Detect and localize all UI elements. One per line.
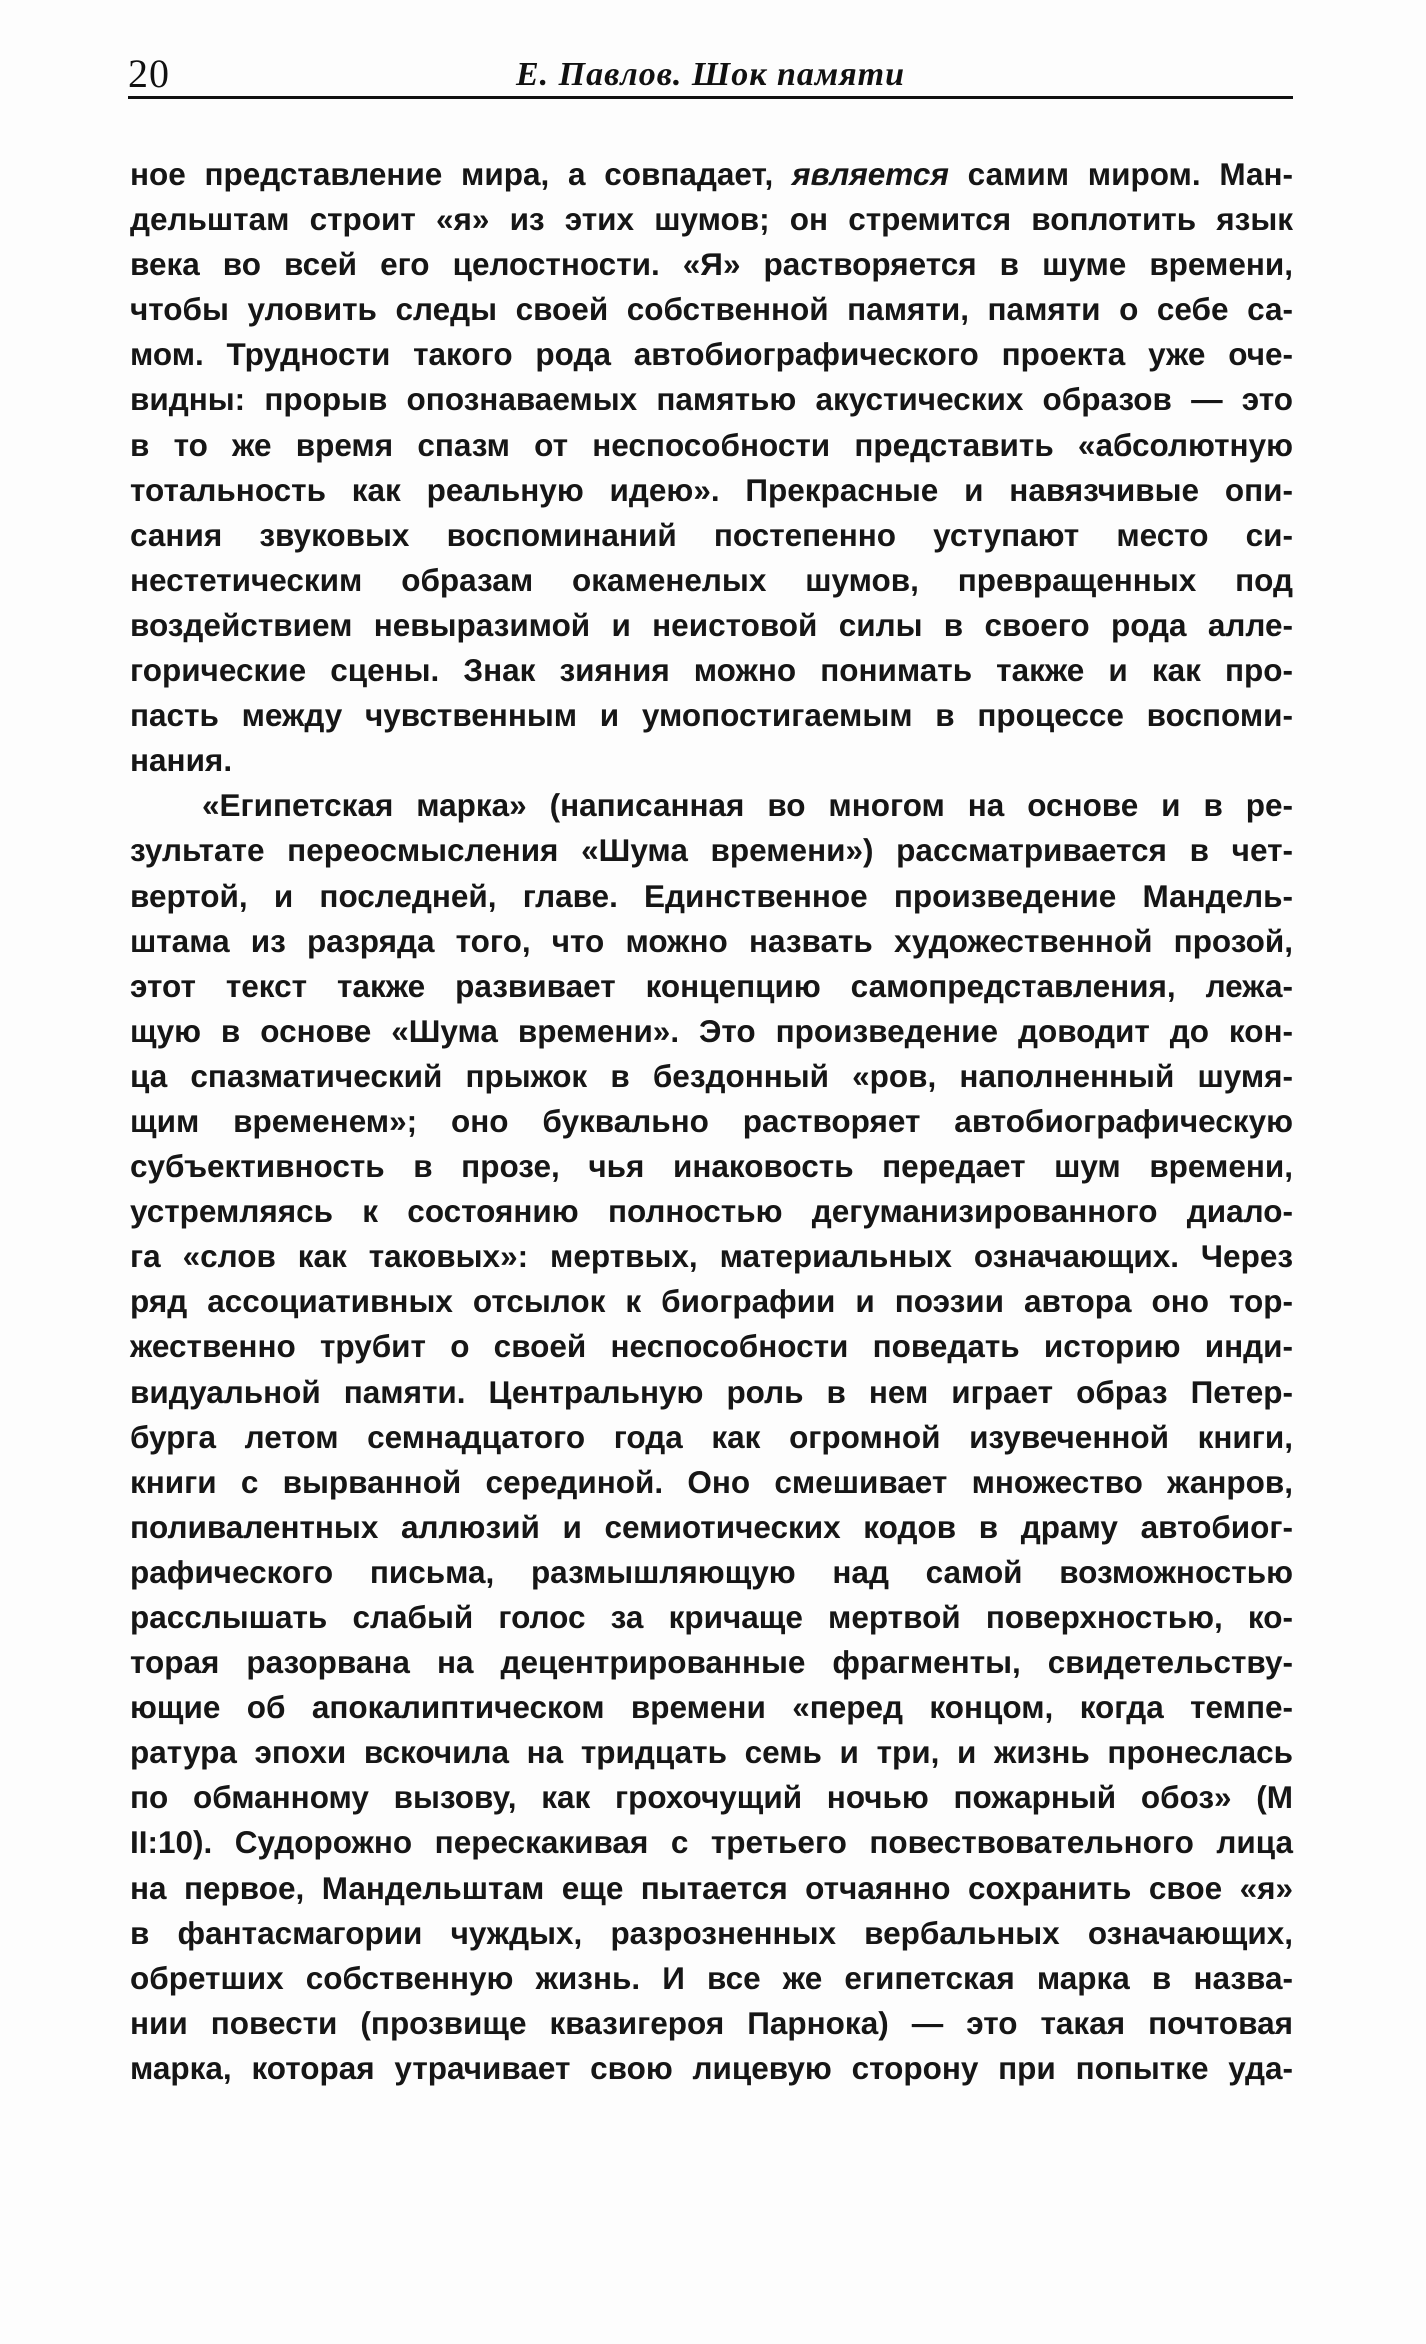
text-line: видуальной памяти. Центральную роль в нем играет образ Петер- (130, 1373, 1293, 1410)
text-line: обретших собственную жизнь. И все же египетская марка в назва- (130, 1959, 1293, 1996)
text-line: субъективность в прозе, чья инаковость передает шум времени, (130, 1148, 1293, 1185)
text-line: нии повести (прозвище квазигероя Парнока) — это такая почтовая (130, 2004, 1293, 2041)
text-line: устремляясь к состоянию полностью дегуманизированного диало- (130, 1193, 1293, 1230)
text-fragment: ное представление мира, а совпадает, (130, 156, 793, 192)
paragraph-2 (130, 783, 1293, 2091)
text-line: II:10). Судорожно перескакивая с третьего повествовательного лица (130, 1824, 1293, 1861)
text-line: дельштам строит «я» из этих шумов; он стремится воплотить язык (130, 201, 1293, 238)
text-line: жественно трубит о своей неспособности поведать историю инди- (130, 1328, 1293, 1365)
text-line: вертой, и последней, главе. Единственное произведение Мандель- (130, 877, 1293, 914)
text-line: ряд ассоциативных отсылок к биографии и поэзии автора оно тор- (130, 1283, 1293, 1320)
text-line: этот текст также развивает концепцию самопредставления, лежа- (130, 967, 1293, 1004)
text-line: штама из разряда того, что можно назвать художественной прозой, (130, 922, 1293, 959)
text-line: «Египетская марка» (написанная во многом на основе и в ре- (202, 787, 1293, 824)
text-line: рафического письма, размышляющую над самой возможностью (130, 1553, 1293, 1590)
text-line: расслышать слабый голос за кричаще мертвой поверхностью, ко- (130, 1599, 1293, 1635)
text-line: торая разорвана на децентрированные фрагменты, свидетельству- (130, 1644, 1293, 1681)
text-line: зультате переосмысления «Шума времени») рассматривается в чет- (130, 832, 1293, 869)
text-line: ющие об апокалиптическом времени «перед концом, когда темпе- (130, 1689, 1293, 1726)
text-line: щим временем»; оно буквально растворяет автобиографическую (130, 1102, 1293, 1139)
text-line: книги с вырванной серединой. Оно смешивает множество жанров, (130, 1463, 1293, 1500)
text-line: нания. (130, 742, 233, 779)
running-head (128, 52, 1293, 99)
text-line: тотальность как реальную идею». Прекрасные и навязчивые опи- (130, 471, 1293, 508)
text-line: чтобы уловить следы своей собственной памяти, памяти о себе са- (130, 291, 1293, 328)
text-line: поливалентных аллюзий и семиотических кодов в драму автобиог- (130, 1508, 1293, 1545)
text-line: марка, которая утрачивает свою лицевую сторону при попытке уда- (130, 2049, 1293, 2086)
text-line: мом. Трудности такого рода автобиографического проекта уже оче- (130, 336, 1293, 373)
text-line: в фантасмагории чуждых, разрозненных вербальных означающих, (130, 1914, 1293, 1951)
page-number: 20 (128, 51, 170, 96)
text-line: по обманному вызову, как грохочущий ночью пожарный обоз» (М (130, 1779, 1293, 1816)
text-line: ратура эпохи вскочила на тридцать семь и три, и жизнь пронеслась (130, 1734, 1293, 1771)
text-line: сания звуковых воспоминаний постепенно уступают место си- (130, 516, 1293, 553)
text-line: века во всей его целостности. «Я» растворяется в шуме времени, (130, 246, 1293, 283)
running-title: Е. Павлов. Шок памяти (515, 56, 906, 93)
text-line: видны: прорыв опознаваемых памятью акустических образов — это (130, 381, 1293, 418)
text-line: га «слов как таковых»: мертвых, материальных означающих. Через (130, 1238, 1293, 1275)
text-line (130, 152, 1293, 197)
paragraph-1 (130, 152, 1293, 783)
text-fragment: самим миром. Ман- (948, 156, 1293, 192)
text-line: горические сцены. Знак зияния можно понимать также и как про- (130, 652, 1293, 689)
text-line: пасть между чувственным и умопостигаемым в процессе воспоми- (130, 697, 1293, 734)
italic-word: является (792, 156, 949, 192)
text-line: ца спазматический прыжок в бездонный «ров, наполненный шумя- (130, 1057, 1293, 1094)
text-line: щую в основе «Шума времени». Это произведение доводит до кон- (130, 1012, 1293, 1049)
text-line: воздействием невыразимой и неистовой силы в своего рода алле- (130, 606, 1293, 643)
text-line: бурга летом семнадцатого года как огромной изувеченной книги, (130, 1418, 1293, 1455)
text-line: нестетическим образам окаменелых шумов, превращенных под (130, 561, 1293, 598)
text-line: на первое, Мандельштам еще пытается отчаянно сохранить свое «я» (130, 1869, 1293, 1906)
body-text (130, 152, 1293, 2091)
text-line: в то же время спазм от неспособности представить «абсолютную (130, 426, 1293, 463)
